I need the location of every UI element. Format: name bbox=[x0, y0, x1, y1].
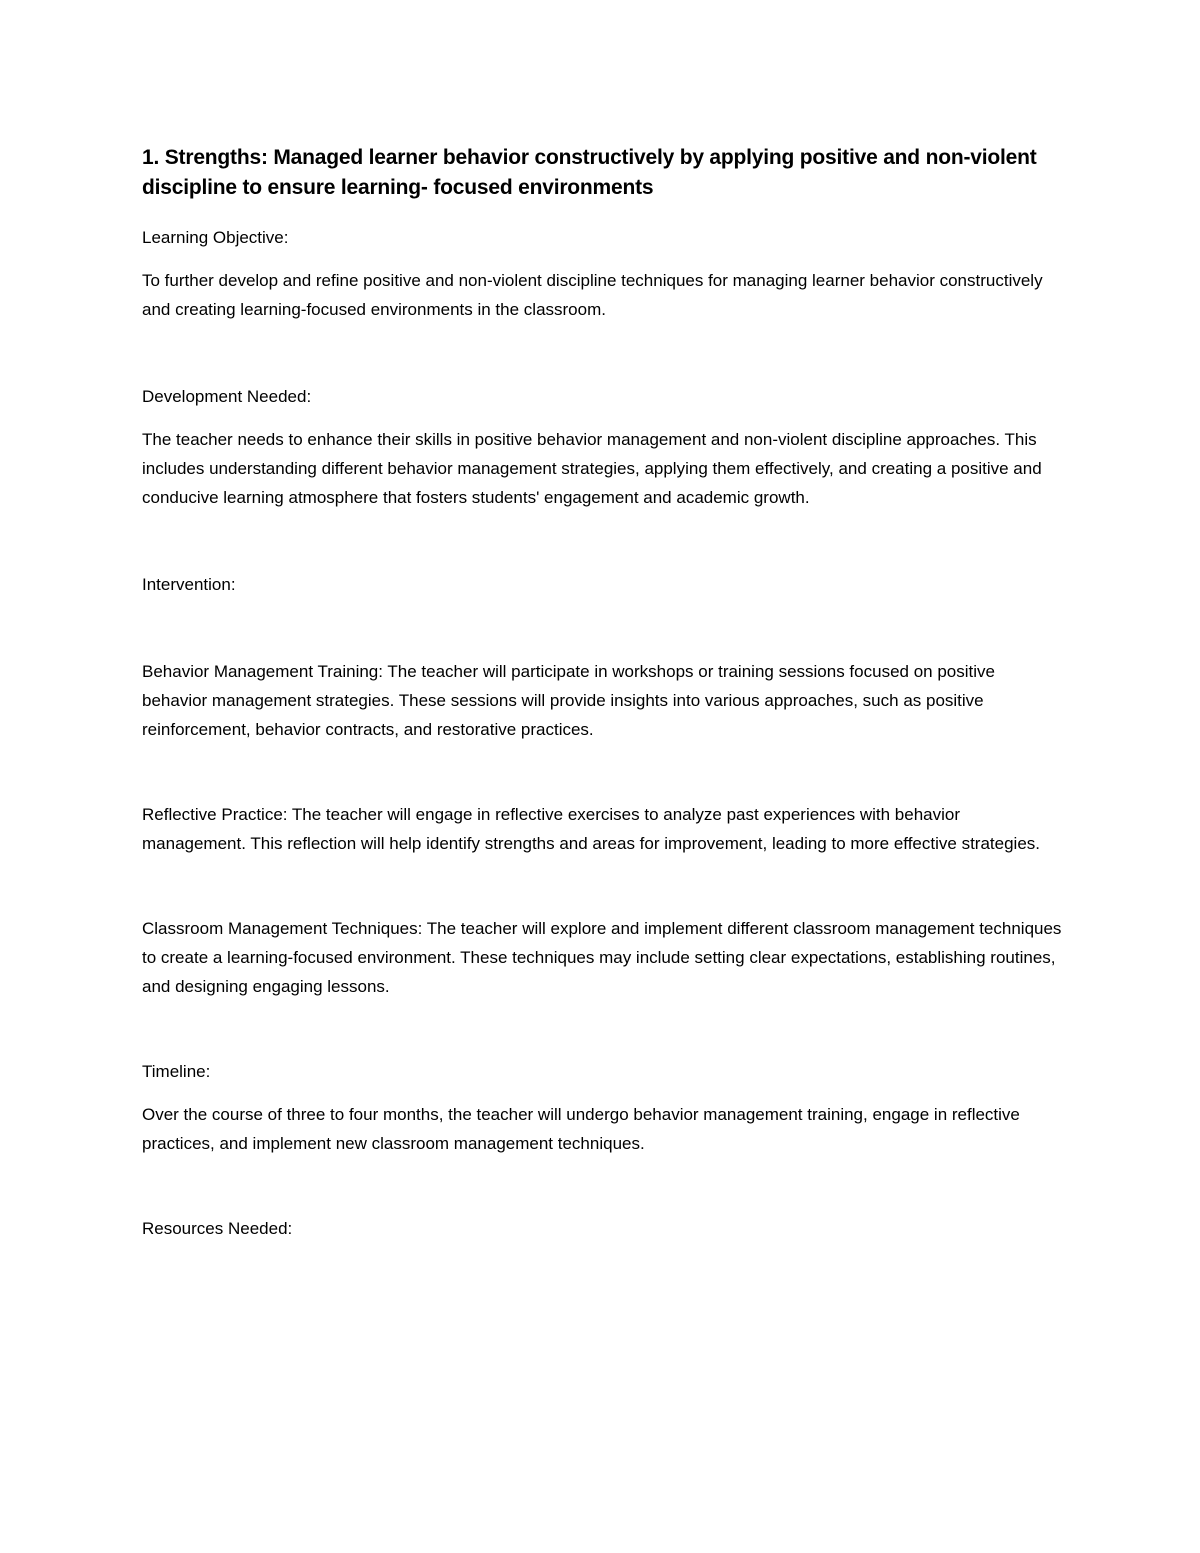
spacer bbox=[142, 512, 1062, 570]
spacer bbox=[142, 1001, 1062, 1057]
learning-objective-text: To further develop and refine positive and non-violent discipline techniques for managing learner behavior constructively and creating learning-focused environments in the classroom. bbox=[142, 271, 1043, 319]
learning-objective-label: Learning Objective: bbox=[142, 228, 289, 247]
spacer bbox=[142, 324, 1062, 382]
spacer bbox=[142, 1158, 1062, 1214]
development-needed-label: Development Needed: bbox=[142, 387, 312, 406]
intervention-item-classroom-techniques: Classroom Management Techniques: The teacher will explore and implement different classroom management techniques to create a learning-focused environment. These techniques may include setting clear expectations, establishing routines, and designing engaging lessons. bbox=[142, 919, 1062, 996]
spacer bbox=[142, 599, 1062, 657]
intervention-item-reflective-practice: Reflective Practice: The teacher will engage in reflective exercises to analyze past experiences with behavior management. This reflection will help identify strengths and areas for improvement, leading to more effective strategies. bbox=[142, 805, 1040, 853]
development-needed-text: The teacher needs to enhance their skills in positive behavior management and non-violent discipline approaches. This includes understanding different behavior management strategies, applying them effectively, and creating a positive and conducive learning atmosphere that fosters students' engagement and academic growth. bbox=[142, 430, 1042, 507]
spacer bbox=[142, 744, 1062, 800]
resources-needed-label: Resources Needed: bbox=[142, 1219, 293, 1238]
spacer bbox=[142, 858, 1062, 914]
timeline-label: Timeline: bbox=[142, 1062, 211, 1081]
intervention-label: Intervention: bbox=[142, 575, 236, 594]
intervention-item-behavior-training: Behavior Management Training: The teacher will participate in workshops or training sessions focused on positive behavior management strategies. These sessions will provide insights into various approaches, such as positive reinforcement, behavior contracts, and restorative practices. bbox=[142, 662, 995, 739]
document-title: 1. Strengths: Managed learner behavior constructively by applying positive and non-violent discipline to ensure learning- focused environments bbox=[142, 146, 1037, 199]
document-body bbox=[142, 143, 1062, 1243]
timeline-text: Over the course of three to four months, the teacher will undergo behavior management training, engage in reflective practices, and implement new classroom management techniques. bbox=[142, 1105, 1020, 1153]
